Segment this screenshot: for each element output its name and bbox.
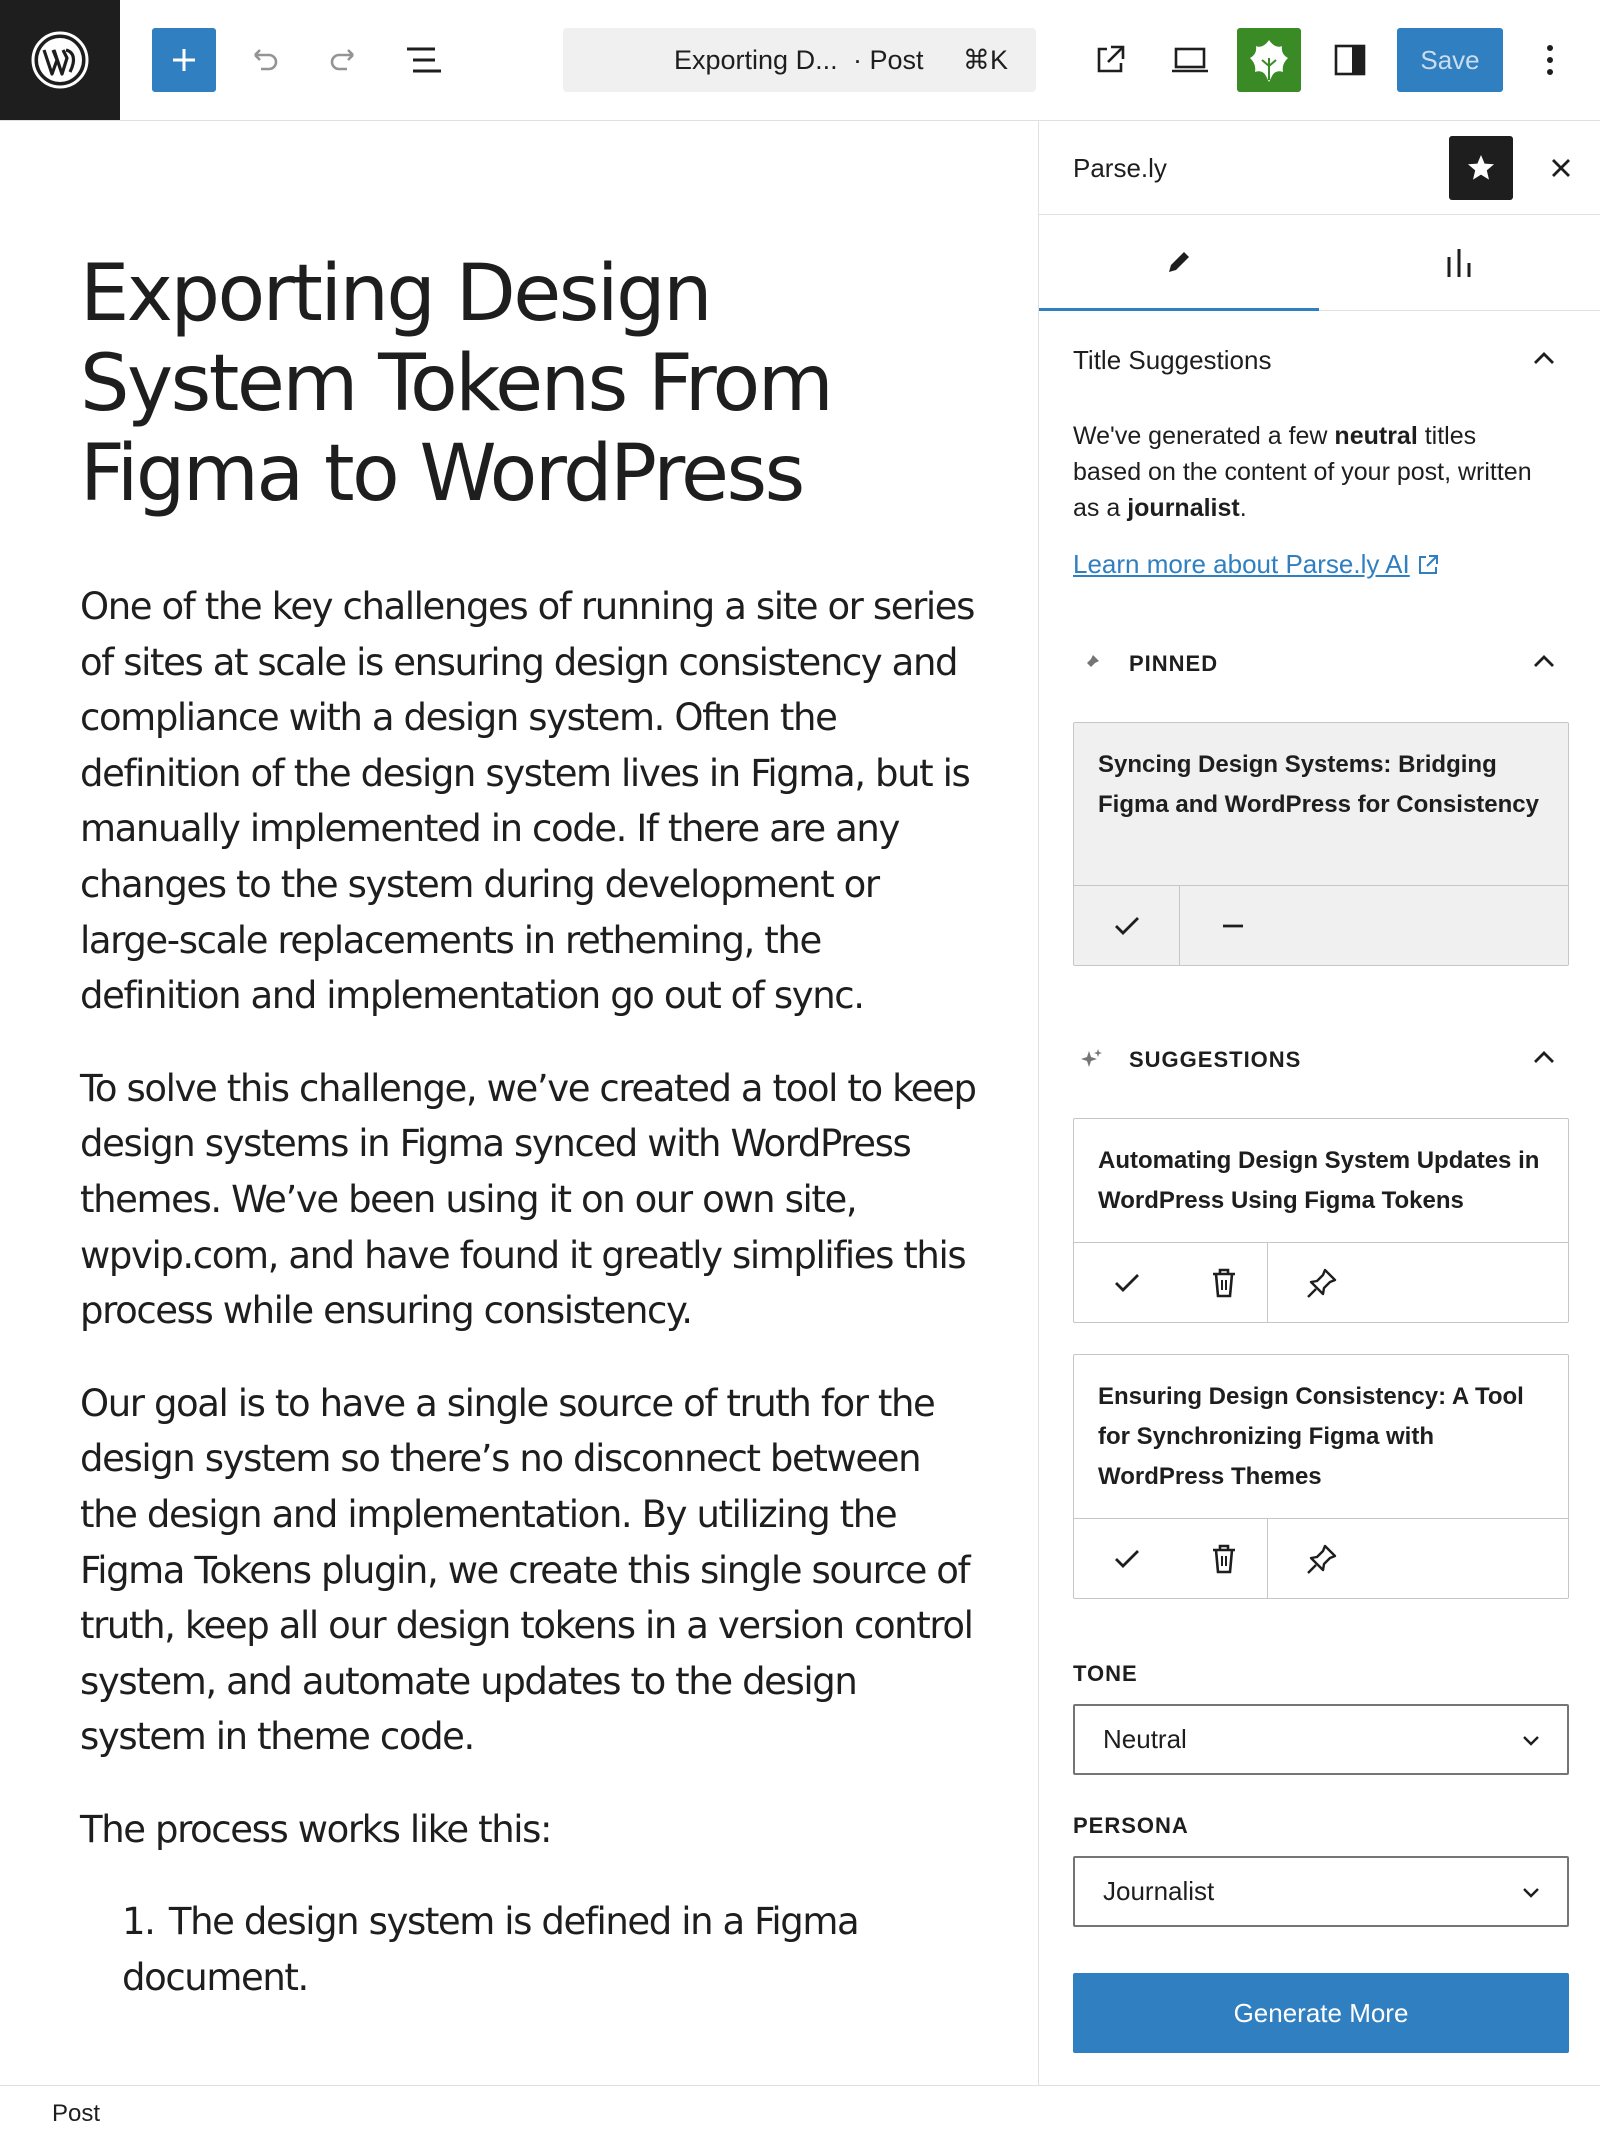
post-content [80, 579, 980, 2006]
accept-title-button[interactable] [1074, 886, 1180, 966]
chevron-up-icon [1532, 1049, 1556, 1065]
paragraph-block[interactable]: Our goal is to have a single source of truth for the design system so there’s no disconnect between the design and implementation. By utilizing the Figma Tokens plugin, we create this single source of truth, keep all our design tokens in a version control system, and automate updates to the design system in theme code. [80, 1381, 973, 1759]
check-icon [1113, 914, 1141, 938]
suggestion-card [1073, 1118, 1569, 1323]
collapse-suggestions-button[interactable] [1529, 1042, 1559, 1072]
command-palette-bar[interactable] [563, 28, 1036, 92]
view-post-button[interactable] [1078, 28, 1142, 92]
star-icon [1466, 153, 1496, 183]
pinned-title-card [1073, 722, 1569, 966]
external-link-icon [1093, 43, 1127, 77]
chevron-down-icon [1519, 1728, 1543, 1752]
desktop-icon [1170, 45, 1210, 75]
document-overview-button[interactable] [392, 28, 456, 92]
check-icon [1113, 1271, 1141, 1295]
chevron-up-icon [1532, 350, 1556, 366]
undo-icon [247, 43, 281, 77]
tone-label: TONE [1073, 1661, 1138, 1686]
suggestion-title-text: Automating Design System Updates in WordPress Using Figma Tokens [1098, 1147, 1540, 1214]
persona-select[interactable] [1073, 1856, 1569, 1927]
pin-icon [1305, 1266, 1339, 1300]
editor-footer [0, 2085, 1600, 2136]
pin-sidebar-button[interactable] [1449, 136, 1513, 200]
tone-select-value: Neutral [1103, 1724, 1187, 1754]
accept-title-button[interactable] [1074, 1519, 1180, 1599]
bar-chart-icon [1444, 247, 1474, 279]
list-item[interactable] [122, 1894, 980, 2005]
post-title[interactable]: Exporting Design System Tokens From Figma to WordPress [80, 249, 832, 519]
wordpress-icon [30, 30, 90, 90]
add-block-button[interactable] [152, 28, 216, 92]
section-title: Title Suggestions [1073, 345, 1272, 375]
editor-toolbar [0, 0, 1600, 121]
redo-icon [327, 43, 361, 77]
persona-select-value: Journalist [1103, 1876, 1215, 1906]
delete-title-button[interactable] [1180, 1519, 1268, 1599]
collapse-title-suggestions-button[interactable] [1529, 343, 1559, 373]
tone-word: neutral [1334, 422, 1418, 450]
options-menu-button[interactable] [1518, 28, 1582, 92]
sidebar-tabs [1039, 215, 1600, 311]
minus-icon [1221, 924, 1245, 928]
card-actions [1074, 1518, 1568, 1598]
parsely-leaf-icon [1248, 36, 1290, 84]
breadcrumb[interactable]: Post [52, 2100, 101, 2127]
editor-canvas [0, 121, 1038, 2085]
pin-icon [1305, 1542, 1339, 1576]
tab-performance-stats[interactable] [1319, 215, 1599, 311]
parsely-sidebar [1038, 121, 1600, 2085]
chevron-up-icon [1532, 653, 1556, 669]
pinned-heading: PINNED [1129, 651, 1219, 676]
more-vertical-icon [1545, 43, 1555, 77]
wordpress-logo-button[interactable] [0, 0, 120, 120]
paragraph-block[interactable]: One of the key challenges of running a site or series of sites at scale is ensuring design consistency and compliance with a design system. Often the definition of the design system lives in Figma, but is manually implemented in code. If there are any changes to the system during development or large-scale replacements in retheming, the definition and implementation go out of sync. [80, 585, 975, 1018]
unpin-title-button[interactable] [1180, 886, 1286, 966]
check-icon [1113, 1547, 1141, 1571]
card-actions [1074, 885, 1568, 965]
list-view-icon [405, 45, 443, 75]
generate-more-button[interactable]: Generate More [1073, 1973, 1569, 2053]
collapse-pinned-button[interactable] [1529, 646, 1559, 676]
persona-word: journalist [1127, 494, 1240, 522]
pinned-title-text: Syncing Design Systems: Bridging Figma and WordPress for Consistency [1098, 751, 1539, 818]
suggestion-card [1073, 1354, 1569, 1599]
suggestions-heading: SUGGESTIONS [1129, 1047, 1302, 1072]
settings-sidebar-button[interactable] [1318, 28, 1382, 92]
pin-title-button[interactable] [1268, 1519, 1376, 1599]
plus-icon [170, 46, 198, 74]
sparkles-icon [1079, 1047, 1103, 1071]
accept-title-button[interactable] [1074, 1243, 1180, 1323]
learn-more-label: Learn more about Parse.ly AI [1073, 549, 1410, 579]
trash-icon [1210, 1267, 1238, 1299]
tone-select[interactable] [1073, 1704, 1569, 1775]
document-type: · Post [853, 44, 924, 75]
sidebar-icon [1333, 43, 1367, 77]
trash-icon [1210, 1543, 1238, 1575]
external-link-icon [1416, 553, 1440, 577]
persona-label: PERSONA [1073, 1813, 1189, 1838]
sidebar-title: Parse.ly [1073, 153, 1167, 183]
suggestions-intro: We've generated a few neutral titles based on the content of your post, written as a journalist. [1073, 422, 1532, 522]
preview-button[interactable] [1158, 28, 1222, 92]
pencil-icon [1163, 246, 1195, 278]
card-actions [1074, 1242, 1568, 1322]
learn-more-link[interactable] [1073, 549, 1440, 580]
tab-title-suggestions[interactable] [1039, 215, 1319, 311]
list-item-number: 1. [122, 1900, 155, 1944]
chevron-down-icon [1519, 1880, 1543, 1904]
list-item-text: The design system is defined in a Figma document. [122, 1900, 859, 2000]
document-title: Exporting D... [674, 44, 838, 75]
pin-title-button[interactable] [1268, 1243, 1376, 1323]
paragraph-block[interactable]: To solve this challenge, we’ve created a tool to keep design systems in Figma synced with WordPress themes. We’ve been using it on our own site, wpvip.com, and have found it greatly simplifies this process while ensuring consistency. [80, 1066, 976, 1333]
sidebar-header [1039, 121, 1600, 215]
delete-title-button[interactable] [1180, 1243, 1268, 1323]
redo-button[interactable] [312, 28, 376, 92]
undo-button[interactable] [232, 28, 296, 92]
pin-icon [1079, 651, 1103, 675]
command-shortcut: ⌘K [962, 44, 1008, 75]
suggestion-title-text: Ensuring Design Consistency: A Tool for Synchronizing Figma with WordPress Themes [1098, 1383, 1524, 1490]
save-button[interactable]: Save [1397, 28, 1503, 92]
close-icon [1550, 157, 1572, 179]
parsely-plugin-button[interactable] [1237, 28, 1301, 92]
list-block[interactable] [80, 1894, 980, 2005]
close-sidebar-button[interactable] [1529, 136, 1593, 200]
paragraph-block[interactable]: The process works like this: [80, 1807, 552, 1851]
